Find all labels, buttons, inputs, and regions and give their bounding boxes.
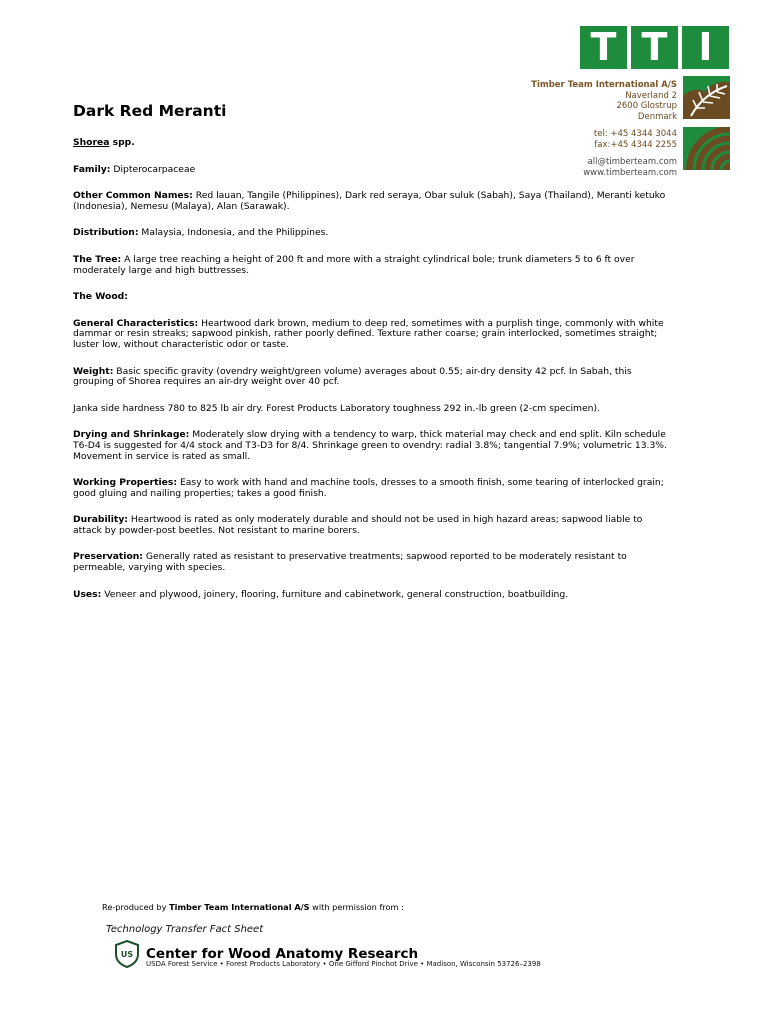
logo-letter: I (682, 26, 729, 69)
company-tel: tel: +45 4344 3044 (593, 129, 677, 139)
fact-sheet-label: Technology Transfer Fact Sheet (106, 924, 264, 935)
shield-badge-text: US (120, 950, 134, 959)
address-line: Denmark (637, 111, 677, 122)
section-preservation: Preservation: Generally rated as resistant to preservative treatments; sapwood reported to be moderately resistant to permeable, varying with species. (73, 551, 627, 574)
species-line (73, 138, 673, 149)
section-family: Family: Dipterocarpaceae (73, 163, 196, 175)
section-tree: The Tree: A large tree reaching a height of 200 ft and more with a straight cylindrical bole; trunk diameters 5 to 6 ft over moderately large and high buttresses. (73, 253, 635, 276)
section-durability: Durability: Heartwood is rated as only moderately durable and should not be used in high hazard areas; sapwood liable to attack by powder-post beetles. Not resistant to marine borers. (73, 514, 643, 536)
company-fax: fax:+45 4344 2255 (594, 139, 677, 150)
logo-side-art (683, 76, 730, 178)
section-uses: Uses: Veneer and plywood, joinery, flooring, furniture and cabinetwork, general construction, boatbuilding. (73, 588, 569, 600)
document-title: Dark Red Meranti (73, 102, 227, 120)
usda-shield-icon (114, 940, 140, 968)
species-genus: Shorea (73, 137, 110, 148)
center-name: Center for Wood Anatomy Research (146, 946, 419, 962)
species-suffix: spp. (109, 137, 135, 148)
logo-letter: T (580, 26, 627, 69)
cwar-logo-block (106, 924, 541, 974)
section-common-names: Other Common Names: Red lauan, Tangile (Philippines), Dark red seraya, Obar suluk (Sabah), Saya (Thailand), Meranti ketuko (Indonesia), Nemesu (Malaya), Alan (Sarawak). (73, 190, 666, 212)
reproduction-note: Re-produced by Timber Team International A/S with permission from : (102, 902, 404, 912)
company-name: Timber Team International A/S (531, 80, 677, 90)
tree-rings-icon (683, 127, 730, 170)
section-wood-heading: The Wood: (73, 291, 128, 303)
company-email: all@timberteam.com (587, 157, 677, 167)
company-web: www.timberteam.com (583, 167, 677, 178)
center-address: USDA Forest Service • Forest Products Laboratory • One Gifford Pinchot Drive • Madison, Wisconsin 53726–2398 (146, 960, 541, 968)
logo-letter: T (631, 26, 678, 69)
document-body (73, 138, 673, 616)
tti-logo (580, 26, 729, 69)
leaf-icon (683, 76, 730, 119)
section-janka: Janka side hardness 780 to 825 lb air dry. Forest Products Laboratory toughness 292 in.-lb green (2-cm specimen). (73, 402, 600, 414)
section-general: General Characteristics: Heartwood dark brown, medium to deep red, sometimes with a purplish tinge, commonly with white dammar or resin streaks; sapwood pinkish, rather poorly defined. Texture rather coarse; grain interlocked, sometimes straight; luster low, without characteristic odor or taste. (73, 317, 664, 350)
address-line: Naverland 2 (625, 90, 677, 101)
address-line: 2600 Glostrup (616, 101, 677, 111)
section-working: Working Properties: Easy to work with hand and machine tools, dresses to a smooth finish, some tearing of interlocked grain; good gluing and nailing properties; takes a good finish. (73, 477, 664, 499)
section-distribution: Distribution: Malaysia, Indonesia, and the Philippines. (73, 227, 329, 239)
section-weight: Weight: Basic specific gravity (ovendry weight/green volume) averages about 0.55; air-dry density 42 pcf. In Sabah, this grouping of Shorea requires an air-dry weight over 40 pcf. (73, 365, 632, 388)
section-drying: Drying and Shrinkage: Moderately slow drying with a tendency to warp, thick material may check and end split. Kiln schedule T6-D4 is suggested for 4/4 stock and T3-D3 for 8/4. Shrinkage green to ovendry: radial 3.8%; tangential 7.9%; volumetric 13.3%. Movement in service is rated as small. (73, 429, 667, 462)
